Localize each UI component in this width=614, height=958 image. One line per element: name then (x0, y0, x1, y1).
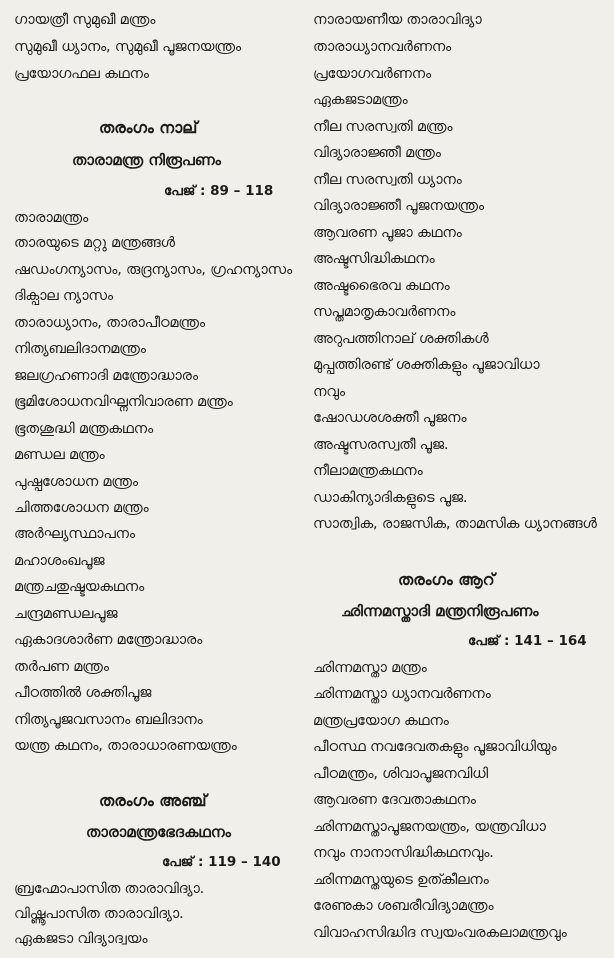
toc-item: ഗായത്രീ സുമുഖീ മന്ത്രം (14, 12, 156, 28)
toc-item: ഏകാദശാർണ മന്ത്രോദ്ധാരം (14, 632, 203, 648)
toc-item: ദിക്പാല ന്യാസം (14, 288, 113, 304)
toc-item: മുപ്പത്തിരണ്ട് ശക്തികളും പൂജാവിധാ (313, 357, 540, 373)
toc-item: അഷ്ടസിദ്ധികഥനം (313, 251, 435, 267)
toc-item: വിവാഹസിദ്ധിദ സ്വയംവരകലാമന്ത്രവും (313, 925, 567, 941)
toc-item: മണ്ഡല മന്ത്രം (14, 447, 105, 463)
toc-item: പീഠസ്ഥ നവദേവതകളും പൂജാവിധിയും (313, 739, 557, 755)
toc-item: നീലാമന്ത്രകഥനം (313, 463, 423, 479)
toc-item: താരാമന്ത്രം (14, 210, 89, 226)
toc-item: ഛിന്നമസ്തയുടെ ഉത്കീലനം (313, 872, 489, 888)
page-reference: പേജ് : 89 – 118 (164, 183, 274, 199)
toc-item: താരാധ്യാനവർണനം (313, 39, 452, 55)
toc-item: ഭൂമിശോധനവിഘ്നനിവാരണ മന്ത്രം (14, 394, 233, 410)
toc-item: ആവരണ പൂജാ കഥനം (313, 225, 462, 241)
toc-item: പ്രയോഗവർണനം (313, 66, 431, 82)
toc-item: നീല സരസ്വതി ധ്യാനം (313, 172, 462, 188)
toc-item: യന്ത്ര കഥനം, താരാധാരണയന്ത്രം (14, 738, 237, 754)
toc-item: രേണുകാ ശബരീവിദ്യാമന്ത്രം (313, 898, 494, 914)
toc-item: നവും (313, 384, 345, 400)
toc-item: മഹാശംഖപൂജ (14, 553, 105, 569)
toc-item: നാരായണീയ താരാവിദ്യാ (313, 12, 482, 28)
toc-item: വിദ്യാരാജ്ഞീ പൂജനയന്ത്രം (313, 198, 484, 214)
toc-item: ഷഡംഗന്യാസം, രുദ്രന്യാസം, ഗ്രഹന്യാസം (14, 262, 292, 278)
toc-item: ഷോഡശശക്തീ പൂജനം (313, 410, 467, 426)
toc-item: വിഷ്ണൂപാസിത താരാവിദ്യാ. (14, 906, 184, 922)
toc-item: അഷ്ടഭൈരവ കഥനം (313, 278, 450, 294)
toc-item: നിത്യപൂജവസാനം ബലിദാനം (14, 712, 203, 728)
toc-item: സുമുഖീ ധ്യാനം, സുമുഖീ പൂജനയന്ത്രം (14, 39, 241, 55)
toc-item: ഏകജടാമന്ത്രം (313, 92, 408, 108)
toc-item: വിദ്യാരാജ്ഞീ മന്ത്രം (313, 145, 441, 161)
toc-item: പീഠമന്ത്രം, ശിവാപൂജനവിധി (313, 766, 488, 782)
section-heading: തരംഗം ആറ് (398, 570, 495, 589)
toc-item: പീഠത്തിൽ ശക്തിപൂജ (14, 685, 152, 701)
page-reference: പേജ് : 119 – 140 (162, 854, 281, 870)
toc-item: താരാധ്യാനം, താരാപീഠമന്ത്രം (14, 315, 205, 331)
toc-item: സാത്വിക, രാജസിക, താമസിക ധ്യാനങ്ങൾ (313, 516, 597, 532)
toc-item: നവും നാനാസിദ്ധികഥനവും. (313, 845, 494, 861)
toc-item: ജലഗ്രഹണാദി മന്ത്രോദ്ധാരം (14, 368, 198, 384)
toc-item: ആവരണ ദേവതാകഥനം (313, 792, 476, 808)
toc-item: അർഘ്യസ്ഥാപനം (14, 526, 135, 542)
toc-item: ഭൂതശുദ്ധി മന്ത്രകഥനം (14, 421, 153, 437)
toc-item: ഛിന്നമസ്താപൂജനയന്ത്രം, യന്ത്രവിധാ (313, 819, 546, 835)
toc-item: സപ്തമാതൃകാവർണനം (313, 304, 456, 320)
toc-item: അഷ്ടസരസ്വതീ പൂജ. (313, 437, 449, 453)
section-subheading: താരാമന്ത്ര നിരൂപണം (72, 151, 221, 169)
toc-item: ഛിന്നമസ്താ ധ്യാനവർണനം (313, 686, 491, 702)
toc-item: തർപണ മന്ത്രം (14, 659, 109, 675)
toc-item: മന്ത്രപ്രയോഗ കഥനം (313, 713, 449, 729)
section-heading: തരംഗം അഞ്ച് (99, 791, 207, 810)
page-reference: പേജ് : 141 – 164 (468, 633, 587, 649)
section-subheading: താരാമന്ത്രഭേദകഥനം (86, 823, 231, 841)
toc-item: നീല സരസ്വതി മന്ത്രം (313, 119, 453, 135)
section-subheading: ഛിന്നമസ്താദി മന്ത്രനിരൂപണം (341, 602, 539, 620)
toc-item: അറുപത്തിനാല് ശക്തികൾ (313, 331, 489, 347)
toc-item: ബ്രഹ്മോപാസിത താരാവിദ്യാ. (14, 881, 205, 897)
section-heading: തരംഗം നാല് (99, 118, 198, 137)
toc-item: നിത്യബലിദാനമന്ത്രം (14, 341, 146, 357)
toc-item: താരയുടെ മറ്റു മന്ത്രങ്ങൾ (14, 235, 175, 251)
toc-item: ചന്ദ്രമണ്ഡലപൂജ (14, 606, 118, 622)
toc-item: ഏകജടാ വിദ്യാദ്വയം (14, 931, 148, 947)
toc-item: ഛിന്നമസ്താ മന്ത്രം (313, 660, 427, 676)
toc-item: ചിത്തശോധന മന്ത്രം (14, 500, 149, 516)
toc-item: ഡാകിന്യാദികളുടെ പൂജ. (313, 490, 468, 506)
toc-item: പുഷ്പശോധന മന്ത്രം (14, 474, 138, 490)
toc-item: മന്ത്രചതുഷ്ടയകഥനം (14, 579, 144, 595)
toc-item: പ്രയോഗഫല കഥനം (14, 66, 149, 82)
